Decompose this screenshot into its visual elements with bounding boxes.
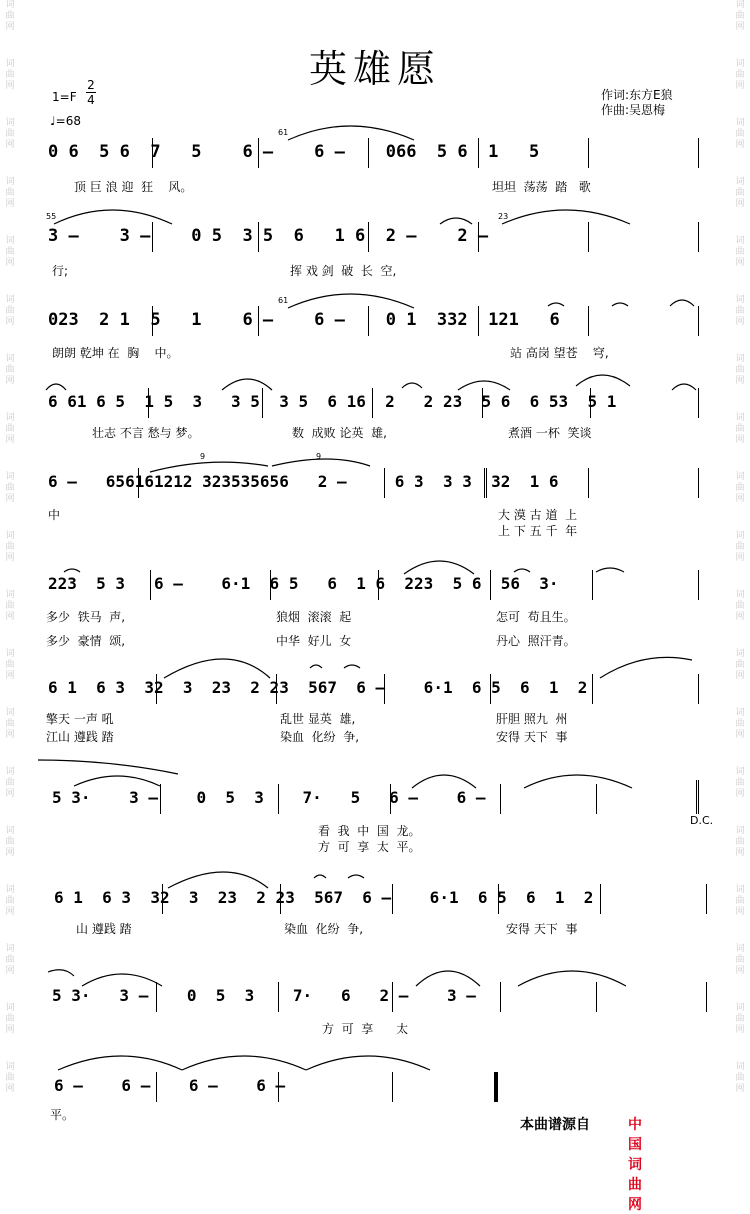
watermark-char: 词 — [735, 767, 745, 777]
slur — [348, 875, 364, 878]
watermark-char: 词 — [5, 649, 15, 659]
watermark-char: 曲 — [735, 365, 745, 375]
watermark-char: 曲 — [5, 601, 15, 611]
lyric-line: 平。 — [50, 1108, 75, 1122]
tuplet-number: 9 — [200, 452, 206, 461]
watermark-char: 网 — [735, 258, 745, 268]
watermark-char: 曲 — [5, 129, 15, 139]
watermark-char: 词 — [5, 413, 15, 423]
barline — [150, 570, 151, 600]
source-label: 本曲谱源自 — [520, 1117, 590, 1133]
watermark-char: 网 — [5, 317, 15, 327]
notation-line-6: 223 5 3 6 – 6·1 6 5 6 1 6 223 5 6 56 3· — [48, 574, 559, 593]
watermark-char: 词 — [5, 767, 15, 777]
watermark-char: 网 — [735, 376, 745, 386]
barline — [156, 674, 157, 704]
watermark-char: 词 — [735, 590, 745, 600]
slur — [314, 875, 326, 878]
barline — [278, 784, 279, 814]
da-capo-mark: D.C. — [690, 814, 714, 827]
watermark-char: 网 — [5, 730, 15, 740]
notation-line-3: 023 2 1 5 1 6 – 6 – 0 1 332 121 6 — [48, 310, 560, 330]
lyric-line: 安得 天下 事 — [496, 730, 568, 744]
notation-line-1: 0 6 5 6 7 5 6 – 6 – 066 5 6 1 5 — [48, 142, 540, 162]
lyric-line: 数 成败 论英 雄, — [292, 426, 387, 440]
watermark-char: 词 — [735, 531, 745, 541]
site-link[interactable]: 中国词曲网 — [628, 1117, 642, 1213]
watermark-char: 网 — [735, 1084, 745, 1094]
watermark-char: 网 — [735, 789, 745, 799]
barline — [596, 784, 597, 814]
slur — [502, 210, 630, 224]
watermark-char: 曲 — [5, 837, 15, 847]
barline — [498, 884, 499, 914]
barline — [270, 570, 271, 600]
lyric-line: 丹心 照汗青。 — [496, 634, 576, 648]
barline — [162, 884, 163, 914]
barline — [490, 674, 491, 704]
slur — [48, 970, 74, 976]
watermark-char: 曲 — [735, 70, 745, 80]
barline — [698, 388, 699, 418]
repeat-barline — [484, 468, 491, 498]
watermark-char: 词 — [5, 177, 15, 187]
barline — [156, 982, 157, 1012]
tuplet-number: 9 — [316, 452, 322, 461]
barline — [390, 784, 391, 814]
notation-line-2: 3 – 3 – 0 5 3 5 6 1 6 2 – 2 – — [48, 226, 489, 246]
slur — [310, 665, 322, 668]
notation-line-9: 6 1 6 3 32 3 23 2 23 567 6 – 6·1 6 5 6 1 2 — [54, 888, 594, 907]
barline — [258, 138, 259, 168]
watermark-char: 曲 — [5, 188, 15, 198]
lyricist-credit: 作词:东方E狼 — [601, 88, 673, 102]
watermark-char: 词 — [735, 354, 745, 364]
slur — [600, 657, 692, 678]
slur — [344, 665, 360, 668]
watermark-char: 词 — [735, 1062, 745, 1072]
slur — [288, 126, 414, 140]
lyric-line: 擎天 一声 吼 — [46, 712, 114, 726]
time-signature-top: 2 — [87, 78, 95, 92]
slur — [548, 303, 564, 306]
barline — [280, 884, 281, 914]
watermark-char: 曲 — [5, 11, 15, 21]
barline — [478, 306, 479, 336]
barline — [392, 884, 393, 914]
watermark-char: 曲 — [735, 955, 745, 965]
watermark-char: 曲 — [735, 837, 745, 847]
barline — [592, 674, 593, 704]
barline — [368, 222, 369, 252]
lyric-line: 挥 戏 剑 破 长 空, — [290, 264, 397, 278]
slur — [168, 872, 268, 888]
watermark-char: 曲 — [735, 11, 745, 21]
watermark-char: 曲 — [735, 188, 745, 198]
barline — [588, 222, 589, 252]
barline — [392, 1072, 393, 1102]
watermark-char: 网 — [735, 730, 745, 740]
slur — [402, 383, 422, 388]
watermark-char: 曲 — [735, 542, 745, 552]
lyric-line: 中 — [48, 508, 61, 522]
final-barline — [494, 1072, 498, 1102]
watermark-char: 词 — [5, 0, 15, 10]
notation-line-8: 5 3· 3 – 0 5 3 7· 5 6 – 6 – — [52, 788, 486, 807]
watermark-char: 网 — [735, 671, 745, 681]
watermark-char: 曲 — [5, 424, 15, 434]
barline — [368, 306, 369, 336]
slur — [524, 775, 632, 788]
watermark-char: 词 — [735, 0, 745, 10]
slur — [306, 1056, 430, 1070]
watermark-char: 曲 — [735, 424, 745, 434]
lyric-line: 多少 铁马 声, — [46, 610, 126, 624]
lyric-line: 顶 巨 浪 迎 狂 风。 — [74, 180, 193, 194]
barline — [152, 138, 153, 168]
watermark-char: 网 — [5, 789, 15, 799]
barline — [490, 570, 491, 600]
barline — [500, 982, 501, 1012]
slur — [416, 971, 480, 986]
watermark-char: 词 — [735, 118, 745, 128]
composer-credit: 作曲:吴恩梅 — [601, 103, 666, 117]
barline — [392, 982, 393, 1012]
watermark-char: 网 — [735, 435, 745, 445]
watermark-char: 词 — [5, 531, 15, 541]
slur — [82, 974, 162, 986]
watermark-char: 网 — [5, 376, 15, 386]
watermark-char: 词 — [5, 944, 15, 954]
slur — [38, 760, 178, 774]
page-title: 英雄愿 — [308, 47, 441, 91]
slur — [288, 294, 414, 308]
slur — [458, 381, 510, 390]
watermark-char: 网 — [5, 907, 15, 917]
watermark-char: 网 — [5, 494, 15, 504]
watermark-char: 词 — [735, 177, 745, 187]
watermark-char: 网 — [735, 140, 745, 150]
watermark-char: 网 — [5, 553, 15, 563]
grace-note: 23 — [498, 212, 509, 221]
barline — [588, 138, 589, 168]
barline — [258, 306, 259, 336]
watermark-char: 网 — [735, 907, 745, 917]
watermark-char: 曲 — [5, 660, 15, 670]
watermark-char: 网 — [5, 435, 15, 445]
watermark-char: 词 — [5, 590, 15, 600]
barline — [384, 674, 385, 704]
barline — [600, 884, 601, 914]
watermark-char: 词 — [5, 885, 15, 895]
watermark-char: 网 — [5, 140, 15, 150]
watermark-char: 词 — [5, 1003, 15, 1013]
barline — [152, 306, 153, 336]
slur — [440, 218, 472, 224]
watermark-char: 词 — [5, 826, 15, 836]
watermark-char: 曲 — [5, 365, 15, 375]
barline — [372, 388, 373, 418]
grace-note: 55 — [46, 212, 57, 221]
barline — [698, 138, 699, 168]
lyric-line: 看 我 中 国 龙。 — [318, 824, 421, 838]
lyric-line: 朗朗 乾坤 在 胸 中。 — [52, 346, 179, 360]
watermark-char: 网 — [5, 199, 15, 209]
lyric-line: 安得 天下 事 — [506, 922, 578, 936]
watermark-char: 网 — [735, 317, 745, 327]
slur — [672, 384, 696, 390]
slur — [576, 375, 630, 386]
barline — [378, 570, 379, 600]
watermark-char: 词 — [735, 1003, 745, 1013]
barline — [698, 674, 699, 704]
watermark-char: 曲 — [5, 955, 15, 965]
notation-line-5: 6 – 656161212 323535656 2 – 6 3 3 3 32 1 6 — [48, 472, 559, 491]
lyric-line: 上 下 五 千 年 — [498, 524, 578, 538]
notation-line-11: 6 – 6 – 6 – 6 – — [54, 1076, 286, 1095]
watermark-char: 网 — [735, 553, 745, 563]
watermark-char: 词 — [735, 708, 745, 718]
slur — [64, 569, 80, 572]
watermark-char: 曲 — [735, 247, 745, 257]
watermark-char: 网 — [5, 848, 15, 858]
slur — [412, 775, 476, 788]
lyric-line: 方 可 享 太 — [322, 1022, 409, 1036]
lyric-line: 染血 化纷 争, — [284, 922, 364, 936]
repeat-end-barline — [696, 780, 703, 814]
watermark-char: 网 — [5, 1025, 15, 1035]
barline — [384, 468, 385, 498]
lyric-line: 山 遵践 踏 — [76, 922, 132, 936]
watermark-char: 曲 — [5, 896, 15, 906]
watermark-char: 网 — [735, 612, 745, 622]
slur — [222, 379, 272, 390]
barline — [592, 570, 593, 600]
slur — [74, 776, 160, 786]
watermark-char: 曲 — [735, 719, 745, 729]
barline — [276, 674, 277, 704]
watermark-char: 网 — [5, 22, 15, 32]
watermark-char: 词 — [735, 413, 745, 423]
grace-note: 61 — [278, 296, 289, 305]
barline — [698, 222, 699, 252]
lyric-line: 狼烟 滚滚 起 — [276, 610, 352, 624]
barline — [368, 138, 369, 168]
watermark-char: 网 — [735, 848, 745, 858]
watermark-char: 曲 — [5, 70, 15, 80]
watermark-char: 曲 — [735, 778, 745, 788]
watermark-char: 曲 — [735, 483, 745, 493]
barline — [706, 982, 707, 1012]
barline — [160, 784, 161, 814]
slur — [404, 561, 474, 574]
lyric-line: 江山 遵践 踏 — [46, 730, 114, 744]
lyric-line: 坦坦 荡荡 踏 歌 — [492, 180, 591, 194]
watermark-char: 曲 — [735, 1073, 745, 1083]
time-signature-bottom: 4 — [87, 93, 95, 107]
watermark-char: 曲 — [5, 719, 15, 729]
barline — [262, 388, 263, 418]
barline — [478, 222, 479, 252]
watermark-char: 词 — [735, 472, 745, 482]
barline — [596, 982, 597, 1012]
grace-note: 61 — [278, 128, 289, 137]
key-signature: 1=F — [52, 90, 77, 104]
barline — [698, 468, 699, 498]
lyric-line: 染血 化纷 争, — [280, 730, 360, 744]
slur — [182, 1056, 306, 1070]
slur — [596, 568, 624, 572]
slur — [514, 569, 530, 572]
barline — [138, 468, 139, 498]
watermark-char: 网 — [5, 258, 15, 268]
watermark-char: 网 — [735, 966, 745, 976]
barline — [148, 388, 149, 418]
barline — [152, 222, 153, 252]
watermark-char: 词 — [735, 295, 745, 305]
watermark-char: 曲 — [5, 542, 15, 552]
notation-line-10: 5 3· 3 – 0 5 3 7· 6 2 – 3 – — [52, 986, 476, 1005]
watermark-char: 网 — [5, 81, 15, 91]
watermark-char: 词 — [5, 708, 15, 718]
lyric-line: 大 漠 古 道 上 — [498, 508, 578, 522]
slur — [58, 1056, 182, 1070]
watermark-char: 曲 — [5, 306, 15, 316]
barline — [698, 306, 699, 336]
barline — [588, 468, 589, 498]
slur — [46, 384, 66, 390]
barline — [278, 982, 279, 1012]
watermark-char: 词 — [735, 59, 745, 69]
slur — [670, 300, 694, 306]
watermark-char: 词 — [5, 295, 15, 305]
watermark-char: 词 — [5, 472, 15, 482]
lyric-line: 站 高岗 望苍 穹, — [510, 346, 609, 360]
tempo-marking: ♩=68 — [50, 114, 81, 128]
watermark-char: 词 — [735, 649, 745, 659]
watermark-char: 网 — [5, 671, 15, 681]
slur — [150, 462, 268, 472]
watermark-char: 曲 — [735, 896, 745, 906]
watermark-char: 曲 — [735, 129, 745, 139]
notation-line-4: 6 61 6 5 1 5 3 3 5 3 5 6 16 2 2 23 5 6 6 53 5 1 — [48, 392, 617, 411]
lyric-line: 中华 好儿 女 — [276, 634, 352, 648]
lyric-line: 怎可 苟且生。 — [496, 610, 576, 624]
barline — [588, 306, 589, 336]
barline — [706, 884, 707, 914]
watermark-char: 网 — [5, 612, 15, 622]
watermark-char: 网 — [5, 1084, 15, 1094]
watermark-char: 网 — [735, 1025, 745, 1035]
barline — [698, 570, 699, 600]
lyric-line: 乱世 显英 雄, — [280, 712, 356, 726]
barline — [156, 1072, 157, 1102]
watermark-char: 词 — [735, 885, 745, 895]
watermark-char: 词 — [735, 944, 745, 954]
watermark-char: 词 — [735, 826, 745, 836]
watermark-char: 曲 — [5, 1073, 15, 1083]
watermark-char: 网 — [735, 22, 745, 32]
watermark-char: 曲 — [735, 306, 745, 316]
slur — [164, 659, 270, 678]
watermark-char: 词 — [5, 59, 15, 69]
barline — [482, 388, 483, 418]
watermark-char: 网 — [5, 966, 15, 976]
watermark-char: 曲 — [735, 1014, 745, 1024]
barline — [278, 1072, 279, 1102]
lyric-line: 肝胆 照九 州 — [496, 712, 568, 726]
watermark-char: 词 — [5, 354, 15, 364]
slur — [54, 210, 172, 224]
lyric-line: 行; — [52, 264, 69, 278]
watermark-char: 网 — [735, 81, 745, 91]
lyric-line: 煮酒 一杯 笑谈 — [508, 426, 592, 440]
watermark-char: 曲 — [5, 247, 15, 257]
watermark-char: 曲 — [5, 483, 15, 493]
watermark-char: 词 — [5, 236, 15, 246]
lyric-line: 多少 豪情 颂, — [46, 634, 126, 648]
watermark-char: 曲 — [5, 778, 15, 788]
barline — [590, 388, 591, 418]
watermark-char: 词 — [5, 1062, 15, 1072]
barline — [478, 138, 479, 168]
barline — [258, 222, 259, 252]
watermark-char: 曲 — [735, 660, 745, 670]
watermark-char: 曲 — [735, 601, 745, 611]
lyric-line: 壮志 不言 愁与 梦。 — [92, 426, 200, 440]
watermark-char: 词 — [5, 118, 15, 128]
slur — [518, 971, 626, 986]
watermark-char: 网 — [735, 494, 745, 504]
watermark-char: 网 — [735, 199, 745, 209]
lyric-line: 方 可 享 太 平。 — [318, 840, 421, 854]
watermark-char: 词 — [735, 236, 745, 246]
slur — [612, 303, 628, 306]
barline — [500, 784, 501, 814]
notation-line-7: 6 1 6 3 32 3 23 2 23 567 6 – 6·1 6 5 6 1 2 — [48, 678, 588, 697]
watermark-char: 曲 — [5, 1014, 15, 1024]
